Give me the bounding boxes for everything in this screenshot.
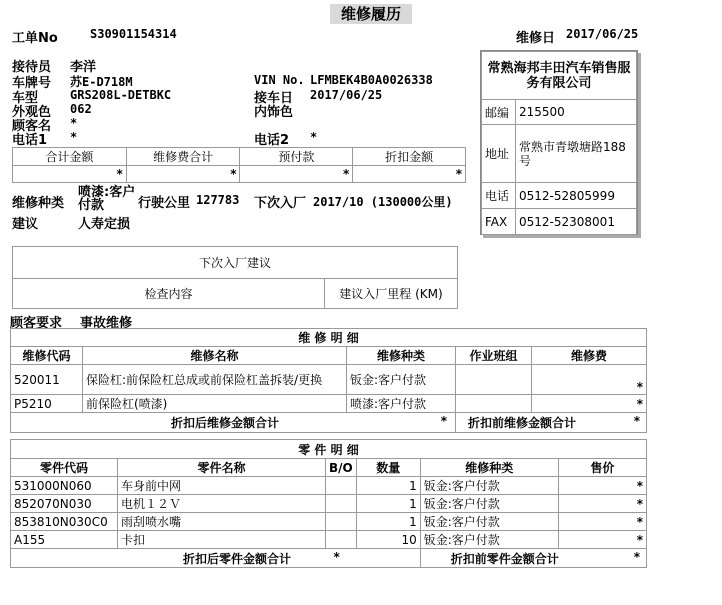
totals-table	[12, 147, 466, 183]
part-qty: 10	[356, 531, 420, 549]
parts-header-price: 售价	[558, 459, 646, 477]
postcode-label: 邮编	[482, 100, 516, 125]
table-row	[11, 513, 647, 531]
labor-fee: *	[532, 365, 647, 395]
labor-header-code: 维修代码	[11, 347, 83, 365]
labor-header-team: 作业班组	[456, 347, 532, 365]
discount-value: *	[353, 166, 466, 183]
table-row	[11, 477, 647, 495]
labor-before-discount-label: 折扣前维修金额合计	[468, 416, 577, 430]
order-label: 工单No	[12, 31, 58, 46]
part-bo	[326, 495, 357, 513]
part-type: 钣金:客户付款	[420, 495, 558, 513]
address-value: 常熟市青墩塘路188号	[516, 125, 637, 183]
mileage-label: 行驶公里	[138, 196, 191, 211]
table-row	[11, 365, 647, 395]
part-name: 电机１２Ｖ	[118, 495, 326, 513]
dealer-name: 常熟海邦丰田汽车销售服务有限公司	[482, 52, 637, 100]
parts-title: 零 件 明 细	[11, 440, 647, 459]
labor-total-value: *	[126, 166, 240, 183]
labor-before-discount-value: *	[633, 414, 640, 428]
color-label: 外观色	[12, 105, 52, 120]
part-name: 车身前中网	[118, 477, 326, 495]
labor-name: 保险杠:前保险杠总成或前保险杠盖拆装/更换	[83, 365, 347, 395]
part-price: *	[558, 531, 646, 549]
plate-label: 车牌号	[12, 76, 52, 91]
part-code: 852070N030	[11, 495, 118, 513]
part-price: *	[558, 477, 646, 495]
part-bo	[326, 531, 357, 549]
customer-request-value: 事故维修	[80, 316, 133, 331]
labor-after-discount-label: 折扣后维修金额合计	[171, 416, 280, 430]
labor-fee: *	[532, 395, 647, 413]
dealer-box	[480, 50, 638, 235]
suggest-label: 建议	[12, 217, 39, 232]
parts-after-discount-value: *	[333, 549, 340, 564]
labor-total-label: 维修费合计	[126, 148, 240, 166]
repair-date-label: 维修日	[516, 31, 556, 46]
model-value: GRS208L-DETBKC	[70, 88, 172, 102]
part-qty: 1	[356, 513, 420, 531]
part-bo	[326, 477, 357, 495]
color-value: 062	[70, 102, 92, 116]
part-price: *	[558, 513, 646, 531]
labor-name: 前保险杠(喷漆)	[83, 395, 347, 413]
discount-label: 折扣金额	[353, 148, 466, 166]
next-visit-table	[12, 246, 458, 309]
parts-header-type: 维修种类	[420, 459, 558, 477]
part-price: *	[558, 495, 646, 513]
customer-label: 顾客名	[12, 119, 52, 134]
part-name: 卡扣	[118, 531, 326, 549]
part-name: 雨刮喷水嘴	[118, 513, 326, 531]
part-code: A155	[11, 531, 118, 549]
vin-value: LFMBEK4B0A0026338	[310, 73, 433, 87]
table-row	[11, 495, 647, 513]
part-qty: 1	[356, 477, 420, 495]
parts-before-discount-label: 折扣前零件金额合计	[450, 551, 559, 566]
next-visit-value: 2017/10 (130000公里)	[313, 195, 453, 209]
labor-code: 520011	[11, 365, 83, 395]
checkin-label: 接车日	[254, 91, 294, 106]
part-type: 钣金:客户付款	[420, 531, 558, 549]
receptionist-value: 李洋	[70, 60, 97, 75]
document-title: 维修履历	[330, 4, 412, 24]
prepaid-value: *	[240, 166, 353, 183]
labor-team	[456, 365, 532, 395]
address-label: 地址	[482, 125, 516, 183]
phone2-value: *	[310, 130, 318, 144]
part-qty: 1	[356, 495, 420, 513]
labor-type: 喷漆:客户付款	[347, 395, 456, 413]
parts-header-bo: B/O	[326, 459, 357, 477]
total-amount-label: 合计金额	[13, 148, 127, 166]
parts-header-name: 零件名称	[118, 459, 326, 477]
parts-table	[10, 439, 647, 568]
phone1-value: *	[70, 130, 78, 144]
customer-request-label: 顾客要求	[10, 316, 63, 331]
vin-label: VIN No.	[254, 73, 305, 87]
labor-header-fee: 维修费	[532, 347, 647, 365]
suggest-mileage-header: 建议入厂里程 (KM)	[325, 279, 458, 309]
part-bo	[326, 513, 357, 531]
receptionist-label: 接待员	[12, 60, 52, 75]
labor-code: P5210	[11, 395, 83, 413]
fax-value: 0512-52308001	[516, 209, 637, 235]
labor-team	[456, 395, 532, 413]
parts-header-qty: 数量	[356, 459, 420, 477]
repair-type-value: 喷漆:客户付款	[78, 185, 136, 213]
labor-after-discount-value: *	[440, 414, 447, 428]
phone2-label: 电话2	[254, 133, 290, 148]
checkin-value: 2017/06/25	[310, 88, 383, 102]
part-type: 钣金:客户付款	[420, 513, 558, 531]
order-number: S30901154314	[90, 27, 177, 41]
table-row	[11, 395, 647, 413]
prepaid-label: 预付款	[240, 148, 353, 166]
labor-type: 钣金:客户付款	[347, 365, 456, 395]
repair-date: 2017/06/25	[566, 27, 639, 41]
repair-type-label: 维修种类	[12, 196, 65, 211]
labor-title: 维 修 明 细	[11, 329, 647, 347]
labor-header-name: 维修名称	[83, 347, 347, 365]
part-code: 531000N060	[11, 477, 118, 495]
customer-value: *	[70, 116, 78, 130]
table-row	[11, 531, 647, 549]
fax-label: FAX	[482, 209, 516, 235]
phone1-label: 电话1	[12, 133, 48, 148]
parts-header-code: 零件代码	[11, 459, 118, 477]
dealer-phone-value: 0512-52805999	[516, 183, 637, 209]
plate-value: 苏E-D718M	[70, 75, 133, 89]
next-visit-label: 下次入厂	[254, 196, 307, 211]
interior-label: 内饰色	[254, 105, 294, 120]
part-code: 853810N030C0	[11, 513, 118, 531]
suggest-value: 人寿定损	[78, 217, 131, 232]
model-label: 车型	[12, 91, 39, 106]
mileage-value: 127783	[196, 193, 240, 207]
dealer-phone-label: 电话	[482, 183, 516, 209]
postcode-value: 215500	[516, 100, 637, 125]
check-content-header: 检查内容	[13, 279, 325, 309]
parts-before-discount-value: *	[633, 549, 640, 564]
total-amount-value: *	[13, 166, 127, 183]
part-type: 钣金:客户付款	[420, 477, 558, 495]
parts-after-discount-label: 折扣后零件金额合计	[183, 551, 292, 566]
labor-header-type: 维修种类	[347, 347, 456, 365]
labor-table	[10, 328, 647, 433]
next-visit-title: 下次入厂建议	[13, 247, 458, 279]
